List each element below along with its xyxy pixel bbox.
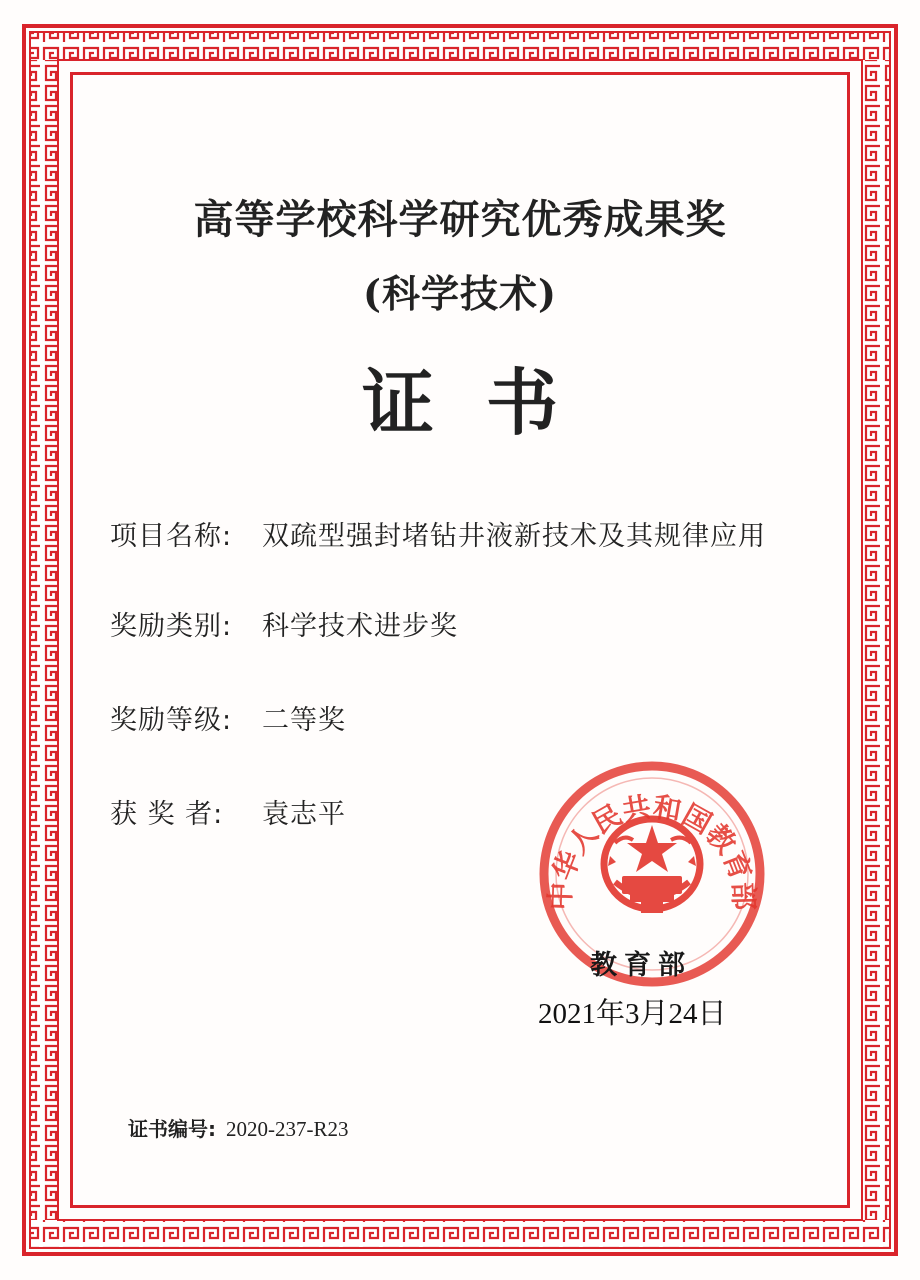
certificate-title: 高等学校科学研究优秀成果奖 bbox=[193, 196, 727, 243]
project-name-value: 双疏型强封堵钻井液新技术及其规律应用 bbox=[262, 521, 766, 552]
award-level-field bbox=[110, 698, 346, 737]
certificate-number-label: 证书编号: bbox=[128, 1117, 216, 1141]
awardee-label: 获 奖 者: bbox=[110, 799, 224, 830]
project-name-field bbox=[110, 514, 766, 553]
certificate-subtitle: (科学技术) bbox=[363, 271, 557, 316]
awardee-value: 袁志平 bbox=[262, 799, 346, 830]
award-level-value: 二等奖 bbox=[262, 705, 346, 736]
seal-text: 中华人民共和国教育部 bbox=[543, 790, 761, 911]
award-category-value: 科学技术进步奖 bbox=[262, 611, 458, 642]
award-category-label: 奖励类别: bbox=[110, 611, 233, 642]
issuing-authority: 教育部 bbox=[590, 950, 692, 981]
certificate-heading: 证书 bbox=[361, 360, 610, 445]
certificate-number-value: 2020-237-R23 bbox=[226, 1117, 349, 1141]
issue-date: 2021年3月24日 bbox=[538, 998, 727, 1030]
award-category-field bbox=[110, 604, 458, 643]
certificate-number bbox=[128, 1113, 349, 1142]
award-level-label: 奖励等级: bbox=[110, 705, 233, 736]
awardee-field bbox=[110, 792, 346, 831]
project-name-label: 项目名称: bbox=[110, 521, 233, 552]
